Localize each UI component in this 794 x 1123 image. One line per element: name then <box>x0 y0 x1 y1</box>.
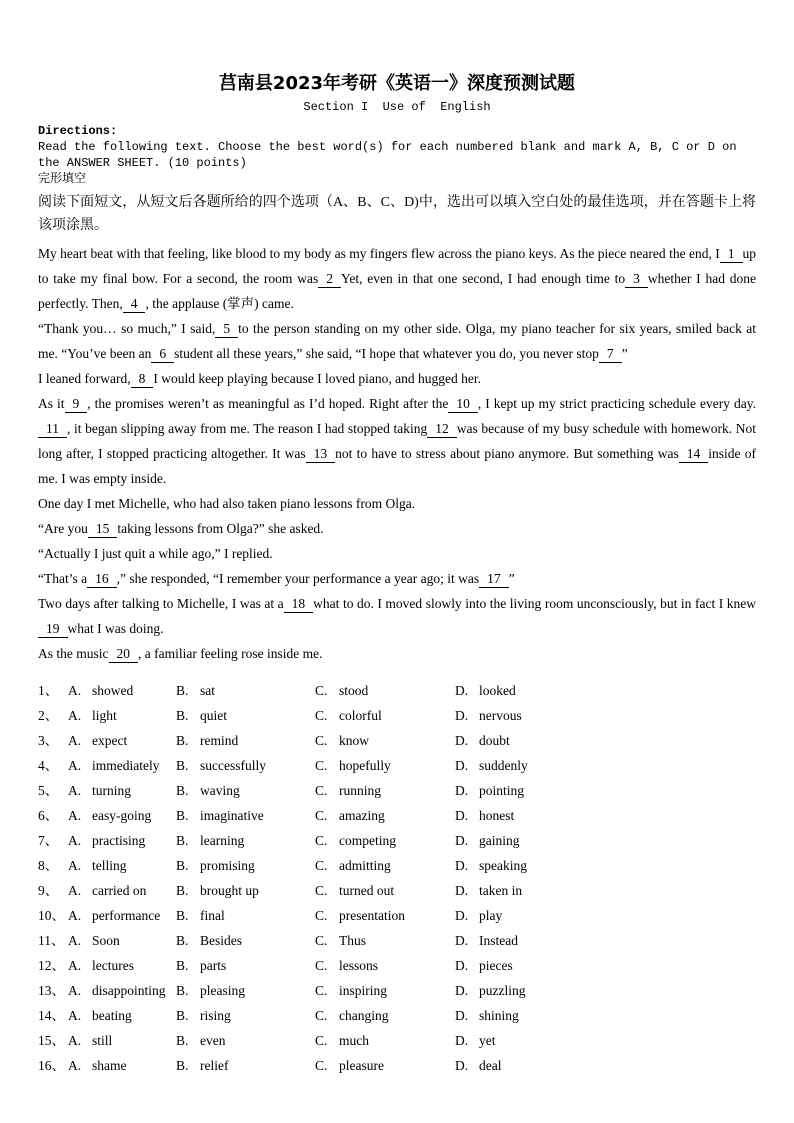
option-letter: D. <box>455 708 469 723</box>
option-letter: A. <box>68 908 82 923</box>
option-c <box>315 978 455 1003</box>
option-c <box>315 878 455 903</box>
passage <box>38 241 756 666</box>
option-letter: C. <box>315 983 328 998</box>
option-letter: B. <box>176 1058 189 1073</box>
option-letter: C. <box>315 933 328 948</box>
question-row <box>38 703 756 728</box>
option-text: pleasing <box>200 983 245 998</box>
passage-paragraph: As the music 20 , a familiar feeling rose inside me. <box>38 646 323 661</box>
numbered-blank-11: 11 <box>38 421 67 438</box>
directions-label: Directions: <box>38 124 118 138</box>
question-number: 12、 <box>38 958 65 973</box>
option-d <box>455 878 756 903</box>
option-text: Instead <box>479 933 518 948</box>
option-text: looked <box>479 683 516 698</box>
option-c <box>315 678 455 703</box>
question-row <box>38 978 756 1003</box>
option-letter: D. <box>455 958 469 973</box>
numbered-blank-14: 14 <box>679 446 709 463</box>
option-text: quiet <box>200 708 227 723</box>
option-letter: D. <box>455 908 469 923</box>
option-text: colorful <box>339 708 382 723</box>
option-letter: A. <box>68 783 82 798</box>
question-row <box>38 753 756 778</box>
option-letter: B. <box>176 933 189 948</box>
option-letter: B. <box>176 833 189 848</box>
question-row <box>38 728 756 753</box>
question-row <box>38 828 756 853</box>
option-text: parts <box>200 958 227 973</box>
option-text: lectures <box>92 958 134 973</box>
option-text: rising <box>200 1008 231 1023</box>
option-b <box>176 853 315 878</box>
directions-block <box>38 123 756 237</box>
option-d <box>455 728 756 753</box>
option-letter: D. <box>455 733 469 748</box>
question-row <box>38 928 756 953</box>
option-text: imaginative <box>200 808 264 823</box>
option-letter: D. <box>455 1033 469 1048</box>
numbered-blank-20: 20 <box>109 646 139 663</box>
question-number: 7、 <box>38 833 59 848</box>
option-letter: A. <box>68 683 82 698</box>
option-a <box>68 828 176 853</box>
option-text: relief <box>200 1058 229 1073</box>
passage-paragraph: My heart beat with that feeling, like blood to my body as my fingers flew across the piano keys. As the piece neared the end, I 1 up to take my final bow. For a second, the room was 2 Yet, even in that one second, I had enough time to 3 whether I had done perfectly. Then, 4 , the applause (掌声) came. <box>38 246 756 311</box>
question-number: 3、 <box>38 733 59 748</box>
option-text: pieces <box>479 958 513 973</box>
option-text: taken in <box>479 883 523 898</box>
option-a <box>68 778 176 803</box>
option-text: nervous <box>479 708 522 723</box>
option-a <box>68 878 176 903</box>
question-number: 10、 <box>38 908 65 923</box>
option-letter: A. <box>68 958 82 973</box>
option-text: carried on <box>92 883 147 898</box>
option-letter: A. <box>68 1058 82 1073</box>
option-letter: D. <box>455 808 469 823</box>
question-number: 2、 <box>38 708 59 723</box>
option-c <box>315 953 455 978</box>
option-b <box>176 928 315 953</box>
option-text: admitting <box>339 858 391 873</box>
option-b <box>176 953 315 978</box>
option-a <box>68 1003 176 1028</box>
option-text: turned out <box>339 883 395 898</box>
numbered-blank-13: 13 <box>306 446 336 463</box>
numbered-blank-6: 6 <box>151 346 174 363</box>
option-text: play <box>479 908 503 923</box>
option-letter: B. <box>176 883 189 898</box>
option-d <box>455 828 756 853</box>
option-a <box>68 753 176 778</box>
chinese-instruction: 阅读下面短文，从短文后各题所给的四个选项（A、B、C、D)中，选出可以填入空白处的最佳选项，并在答题卡上将该项涂黑。 <box>38 195 756 233</box>
option-text: stood <box>339 683 369 698</box>
option-letter: D. <box>455 783 469 798</box>
option-text: still <box>92 1033 113 1048</box>
numbered-blank-10: 10 <box>448 396 478 413</box>
option-c <box>315 828 455 853</box>
option-letter: D. <box>455 933 469 948</box>
option-letter: D. <box>455 833 469 848</box>
option-b <box>176 678 315 703</box>
option-text: doubt <box>479 733 510 748</box>
option-a <box>68 703 176 728</box>
option-letter: D. <box>455 983 469 998</box>
option-letter: C. <box>315 1008 328 1023</box>
option-text: turning <box>92 783 131 798</box>
option-text: promising <box>200 858 255 873</box>
option-text: presentation <box>339 908 405 923</box>
option-text: pointing <box>479 783 525 798</box>
option-b <box>176 1053 315 1078</box>
page-title: 莒南县2023年考研《英语一》深度预测试题 <box>218 73 576 94</box>
option-letter: A. <box>68 858 82 873</box>
option-letter: C. <box>315 833 328 848</box>
option-letter: B. <box>176 858 189 873</box>
passage-paragraph: One day I met Michelle, who had also taken piano lessons from Olga. <box>38 496 416 511</box>
question-number: 4、 <box>38 758 59 773</box>
option-letter: A. <box>68 733 82 748</box>
option-b <box>176 803 315 828</box>
question-number: 8、 <box>38 858 59 873</box>
option-letter: C. <box>315 708 328 723</box>
option-text: beating <box>92 1008 132 1023</box>
option-a <box>68 803 176 828</box>
passage-paragraph: Two days after talking to Michelle, I was at a 18 what to do. I moved slowly into the living room unconsciously, but in fact I knew19 what I was doing. <box>38 596 757 636</box>
option-a <box>68 678 176 703</box>
option-text: brought up <box>200 883 259 898</box>
option-letter: C. <box>315 908 328 923</box>
option-a <box>68 903 176 928</box>
option-text: puzzling <box>479 983 526 998</box>
option-text: suddenly <box>479 758 528 773</box>
option-letter: D. <box>455 883 469 898</box>
option-text: much <box>339 1033 369 1048</box>
option-letter: C. <box>315 858 328 873</box>
question-number: 6、 <box>38 808 59 823</box>
option-letter: B. <box>176 683 189 698</box>
option-c <box>315 703 455 728</box>
question-row <box>38 1003 756 1028</box>
numbered-blank-4: 4 <box>123 296 146 313</box>
option-letter: D. <box>455 1008 469 1023</box>
option-letter: B. <box>176 983 189 998</box>
option-letter: B. <box>176 1008 189 1023</box>
question-number: 16、 <box>38 1058 65 1073</box>
option-letter: A. <box>68 983 82 998</box>
option-a <box>68 728 176 753</box>
question-row <box>38 1053 756 1078</box>
option-text: amazing <box>339 808 385 823</box>
option-letter: B. <box>176 908 189 923</box>
option-a <box>68 953 176 978</box>
option-a <box>68 978 176 1003</box>
option-text: final <box>200 908 225 923</box>
option-text: Thus <box>339 933 366 948</box>
option-b <box>176 903 315 928</box>
question-row <box>38 1028 756 1053</box>
option-text: hopefully <box>339 758 391 773</box>
option-text: Besides <box>200 933 242 948</box>
option-d <box>455 778 756 803</box>
option-letter: B. <box>176 733 189 748</box>
option-text: gaining <box>479 833 520 848</box>
question-number: 9、 <box>38 883 59 898</box>
question-row <box>38 778 756 803</box>
option-text: yet <box>479 1033 496 1048</box>
numbered-blank-5: 5 <box>215 321 238 338</box>
option-letter: A. <box>68 1008 82 1023</box>
option-c <box>315 1003 455 1028</box>
option-text: remind <box>200 733 239 748</box>
option-text: know <box>339 733 369 748</box>
question-row <box>38 903 756 928</box>
option-text: practising <box>92 833 146 848</box>
question-row <box>38 853 756 878</box>
option-c <box>315 928 455 953</box>
option-text: light <box>92 708 117 723</box>
numbered-blank-1: 1 <box>720 246 743 263</box>
option-d <box>455 978 756 1003</box>
question-row <box>38 678 756 703</box>
option-text: telling <box>92 858 127 873</box>
option-text: learning <box>200 833 245 848</box>
option-text: immediately <box>92 758 160 773</box>
option-c <box>315 1053 455 1078</box>
option-b <box>176 978 315 1003</box>
option-text: shining <box>479 1008 519 1023</box>
passage-paragraph: “Are you 15 taking lessons from Olga?” she asked. <box>38 521 324 536</box>
option-letter: B. <box>176 958 189 973</box>
option-text: waving <box>200 783 240 798</box>
question-number: 15、 <box>38 1033 65 1048</box>
cloze-label: 完形填空 <box>38 172 87 186</box>
question-number: 14、 <box>38 1008 65 1023</box>
option-letter: C. <box>315 883 328 898</box>
option-letter: C. <box>315 733 328 748</box>
option-d <box>455 903 756 928</box>
numbered-blank-15: 15 <box>88 521 118 538</box>
question-number: 5、 <box>38 783 59 798</box>
numbered-blank-19: 19 <box>38 621 68 638</box>
option-text: performance <box>92 908 161 923</box>
option-letter: B. <box>176 1033 189 1048</box>
numbered-blank-16: 16 <box>87 571 117 588</box>
option-c <box>315 803 455 828</box>
directions-text: Read the following text. Choose the best word(s) for each numbered blank and mark A, B, C or D on the ANSWER SHEET. (10 points) <box>38 140 737 170</box>
question-row <box>38 953 756 978</box>
option-d <box>455 1028 756 1053</box>
option-text: inspiring <box>339 983 388 998</box>
passage-paragraph: I leaned forward, 8 I would keep playing because I loved piano, and hugged her. <box>38 371 481 386</box>
option-text: showed <box>92 683 134 698</box>
option-text: pleasure <box>339 1058 384 1073</box>
option-b <box>176 828 315 853</box>
option-b <box>176 1003 315 1028</box>
option-text: sat <box>200 683 215 698</box>
option-text: deal <box>479 1058 502 1073</box>
numbered-blank-17: 17 <box>479 571 509 588</box>
option-letter: C. <box>315 808 328 823</box>
option-letter: C. <box>315 783 328 798</box>
option-text: disappointing <box>92 983 166 998</box>
option-a <box>68 1028 176 1053</box>
option-c <box>315 778 455 803</box>
option-letter: B. <box>176 808 189 823</box>
option-letter: A. <box>68 933 82 948</box>
option-text: lessons <box>339 958 379 973</box>
option-letter: A. <box>68 808 82 823</box>
option-a <box>68 1053 176 1078</box>
question-row <box>38 878 756 903</box>
option-letter: B. <box>176 708 189 723</box>
option-letter: C. <box>315 1033 328 1048</box>
option-letter: C. <box>315 683 328 698</box>
option-b <box>176 778 315 803</box>
option-d <box>455 803 756 828</box>
option-c <box>315 903 455 928</box>
option-b <box>176 1028 315 1053</box>
option-text: even <box>200 1033 226 1048</box>
option-d <box>455 678 756 703</box>
option-letter: A. <box>68 1033 82 1048</box>
option-letter: A. <box>68 758 82 773</box>
option-c <box>315 753 455 778</box>
option-text: running <box>339 783 381 798</box>
option-d <box>455 1053 756 1078</box>
option-text: expect <box>92 733 128 748</box>
option-text: shame <box>92 1058 127 1073</box>
numbered-blank-3: 3 <box>625 271 648 288</box>
option-letter: A. <box>68 833 82 848</box>
option-letter: D. <box>455 683 469 698</box>
option-c <box>315 728 455 753</box>
option-a <box>68 928 176 953</box>
option-c <box>315 1028 455 1053</box>
question-number: 11、 <box>38 933 65 948</box>
option-b <box>176 703 315 728</box>
option-letter: D. <box>455 1058 469 1073</box>
option-b <box>176 753 315 778</box>
option-letter: A. <box>68 883 82 898</box>
option-d <box>455 1003 756 1028</box>
questions-list <box>38 678 756 1078</box>
option-b <box>176 878 315 903</box>
option-text: changing <box>339 1008 389 1023</box>
option-letter: C. <box>315 958 328 973</box>
option-text: honest <box>479 808 515 823</box>
option-d <box>455 928 756 953</box>
numbered-blank-8: 8 <box>131 371 154 388</box>
numbered-blank-18: 18 <box>284 596 314 613</box>
passage-paragraph: “That’s a 16 ,” she responded, “I remember your performance a year ago; it was 17 ” <box>38 571 515 586</box>
numbered-blank-12: 12 <box>427 421 457 438</box>
option-letter: A. <box>68 708 82 723</box>
numbered-blank-9: 9 <box>65 396 88 413</box>
option-letter: B. <box>176 783 189 798</box>
option-b <box>176 728 315 753</box>
option-text: successfully <box>200 758 266 773</box>
option-a <box>68 853 176 878</box>
option-text: speaking <box>479 858 527 873</box>
option-d <box>455 703 756 728</box>
option-letter: B. <box>176 758 189 773</box>
passage-paragraph: “Actually I just quit a while ago,” I replied. <box>38 546 273 561</box>
option-d <box>455 953 756 978</box>
passage-paragraph: As it 9 , the promises weren’t as meaningful as I’d hoped. Right after the 10 , I kept up my strict practicing schedule every day.11 , it began slipping away from me. The reason I had stopped taking 12 was because of my busy schedule with homework. Not long after, I stopped practicing altogether. It was 13 not to have to stress about piano anymore. But something was 14 inside of me. I was empty inside. <box>38 396 757 486</box>
option-letter: C. <box>315 758 328 773</box>
option-letter: D. <box>455 858 469 873</box>
numbered-blank-7: 7 <box>599 346 622 363</box>
option-letter: C. <box>315 1058 328 1073</box>
passage-paragraph: “Thank you… so much,” I said, 5 to the person standing on my other side. Olga, my piano teacher for six years, smiled back at me. “You’ve been an 6 student all these years,” she said, “I hope that whatever you do, you never stop 7 ” <box>38 321 756 361</box>
section-heading: Section I Use of English <box>303 100 491 114</box>
option-text: competing <box>339 833 396 848</box>
question-number: 13、 <box>38 983 65 998</box>
option-letter: D. <box>455 758 469 773</box>
question-number: 1、 <box>38 683 59 698</box>
option-text: Soon <box>92 933 120 948</box>
option-d <box>455 853 756 878</box>
option-text: easy-going <box>92 808 152 823</box>
question-row <box>38 803 756 828</box>
option-d <box>455 753 756 778</box>
option-c <box>315 853 455 878</box>
numbered-blank-2: 2 <box>318 271 341 288</box>
